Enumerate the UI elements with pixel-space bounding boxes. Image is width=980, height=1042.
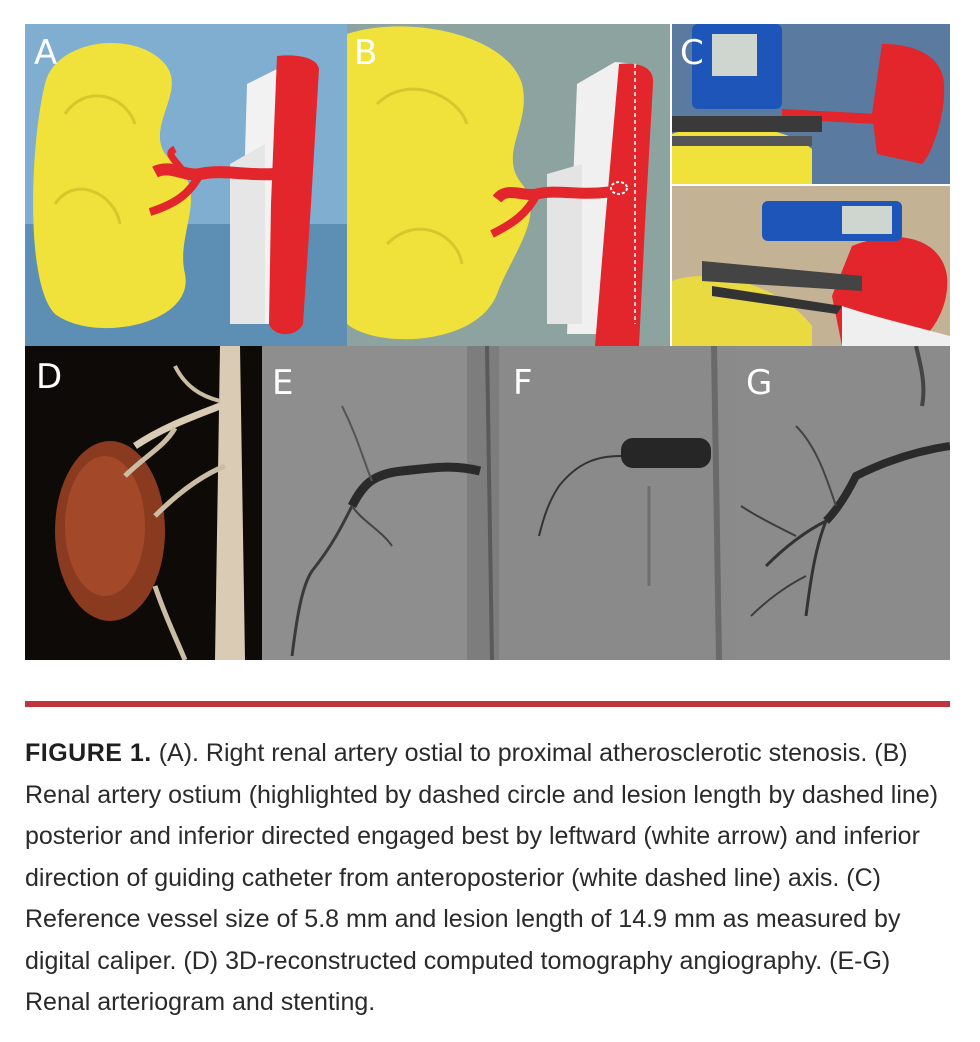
panel-label-a: A: [34, 33, 58, 73]
caption-divider: [25, 701, 950, 707]
panel-label-b: B: [354, 33, 378, 73]
panel-c-caliper-photo-bottom: [672, 186, 950, 346]
panel-label-e: E: [272, 363, 294, 403]
panel-label-f: F: [513, 363, 533, 403]
figure-caption-text: (A). Right renal artery ostial to proximal atherosclerotic stenosis. (B) Renal artery ostium (highlighted by dashed circle and lesion length by dashed line) posterior and inferior directed engaged best by leftward (white arrow) and inferior direction of guiding catheter from anteroposterior (white dashed line) axis. (C) Reference vessel size of 5.8 mm and lesion length of 14.9 mm as measured by digital caliper. (D) 3D-reconstructed computed tomography angiography. (E-G) Renal arteriogram and stenting.: [25, 739, 939, 1016]
panel-label-c: C: [680, 33, 704, 73]
figure-label: FIGURE 1.: [25, 739, 152, 767]
panel-e-renal-arteriogram: [262, 346, 499, 660]
panel-b-kidney-model-photo: [347, 24, 670, 346]
panel-a-kidney-model-photo: [25, 24, 347, 346]
panel-c-caliper-photo-top: [672, 24, 950, 184]
panel-label-d: D: [36, 357, 63, 397]
panel-label-g: G: [746, 363, 773, 403]
figure-caption: [25, 733, 957, 1024]
panel-g-post-stent-arteriogram: [736, 346, 950, 660]
panel-f-stent-deployment: [499, 346, 736, 660]
panel-d-cta-reconstruction: [25, 346, 262, 660]
